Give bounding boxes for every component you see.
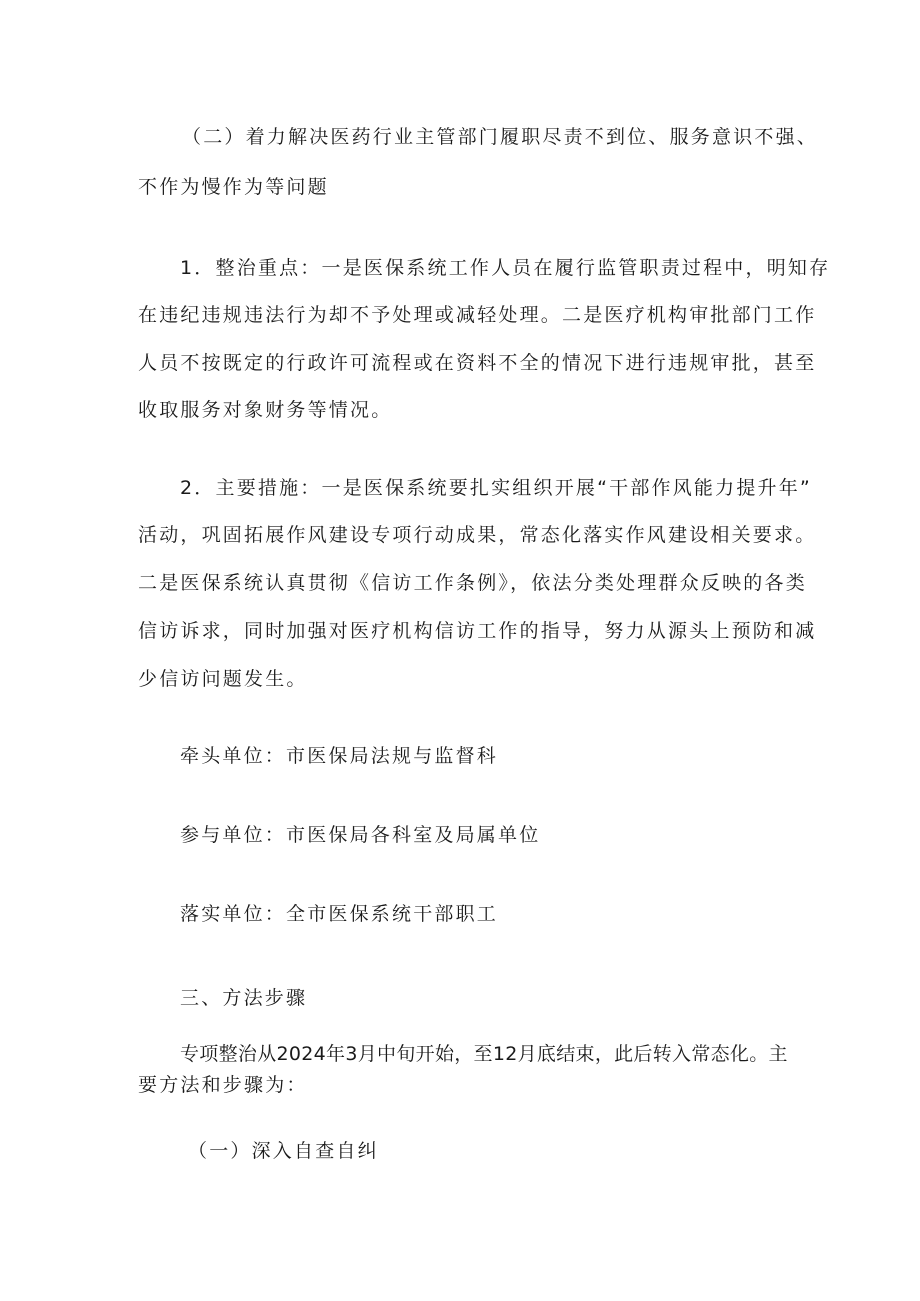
section2-heading-line2: 不作为慢作为等问题: [138, 176, 329, 198]
section3-intro-line2: 要方法和步骤为：: [138, 1074, 308, 1096]
lead-unit: 牵头单位：市医保局法规与监督科: [180, 745, 499, 767]
section3-heading: 三、方法步骤: [180, 987, 308, 1009]
step1-heading: （一）深入自查自纠: [188, 1140, 379, 1162]
item2-line1: 2．主要措施：一是医保系统要扎实组织开展“干部作风能力提升年”: [180, 477, 812, 499]
section2-heading-line1: （二）着力解决医药行业主管部门履职尽责不到位、服务意识不强、: [182, 126, 819, 148]
section3-intro-line1: 专项整治从2024年3月中旬开始，至12月底结束，此后转入常态化。主: [180, 1043, 788, 1065]
item2-line2: 活动，巩固拓展作风建设专项行动成果，常态化落实作风建设相关要求。: [138, 524, 817, 546]
item2-line3: 二是医保系统认真贯彻《信访工作条例》，依法分类处理群众反映的各类: [138, 572, 807, 594]
item1-line2: 在违纪违规违法行为却不予处理或减轻处理。二是医疗机构审批部门工作: [138, 304, 817, 326]
item1-line3: 人员不按既定的行政许可流程或在资料不全的情况下进行违规审批，甚至: [138, 352, 817, 374]
implementing-unit: 落实单位：全市医保系统干部职工: [180, 903, 499, 925]
item2-line4: 信访诉求，同时加强对医疗机构信访工作的指导，努力从源头上预防和减: [138, 620, 817, 642]
item2-line5: 少信访问题发生。: [138, 668, 308, 690]
item1-line1: 1．整治重点：一是医保系统工作人员在履行监管职责过程中，明知存: [180, 257, 831, 279]
item1-line4: 收取服务对象财务等情况。: [138, 399, 393, 421]
participating-unit: 参与单位：市医保局各科室及局属单位: [180, 824, 541, 846]
